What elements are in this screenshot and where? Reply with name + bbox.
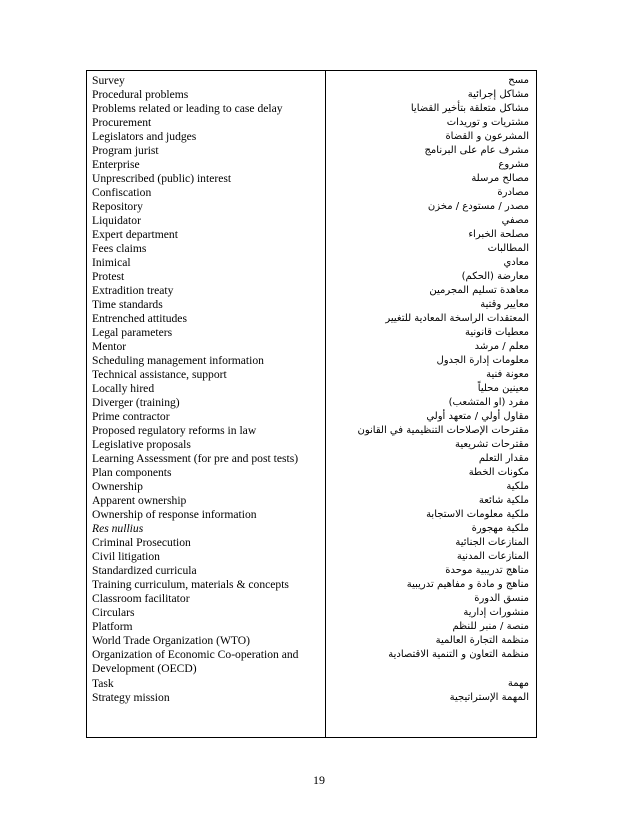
arabic-term: مشرف عام على البرنامج bbox=[424, 145, 529, 156]
english-term: Scheduling management information bbox=[92, 354, 264, 367]
arabic-term: مقترحات الإصلاحات التنظيمية في القانون bbox=[357, 425, 529, 436]
arabic-term: المعتقدات الراسخة المعادية للتغيير bbox=[385, 313, 529, 324]
arabic-term: معارضة (الحكم) bbox=[461, 271, 529, 282]
arabic-term: مشاكل متعلقة بتأخير القضايا bbox=[410, 103, 529, 114]
english-term: Enterprise bbox=[92, 158, 140, 171]
english-term: Legislative proposals bbox=[92, 438, 191, 451]
english-term: Liquidator bbox=[92, 214, 141, 227]
arabic-term: مشتريات و توريدات bbox=[446, 117, 529, 128]
english-term: World Trade Organization (WTO) bbox=[92, 634, 251, 647]
arabic-term: معينين محلياً bbox=[477, 383, 529, 394]
page-number: 19 bbox=[313, 773, 325, 787]
english-term: Circulars bbox=[92, 606, 135, 619]
arabic-term: منظمة التجارة العالمية bbox=[435, 635, 529, 646]
english-term: Entrenched attitudes bbox=[92, 312, 187, 325]
arabic-term: مناهج تدريبية موحدة bbox=[445, 565, 529, 576]
arabic-term: المشرعون و القضاة bbox=[445, 131, 529, 142]
english-term: Time standards bbox=[92, 298, 163, 311]
arabic-term: مهمة bbox=[507, 678, 529, 689]
english-term: Diverger (training) bbox=[92, 396, 180, 409]
english-term: Legislators and judges bbox=[92, 130, 197, 143]
english-term: Legal parameters bbox=[92, 326, 173, 339]
arabic-term: مشاكل إجرائية bbox=[467, 89, 529, 100]
arabic-term: مفرد (او المتشعب) bbox=[448, 397, 529, 408]
english-term: Procedural problems bbox=[92, 88, 189, 101]
arabic-term: مسح bbox=[508, 75, 529, 86]
english-term: Extradition treaty bbox=[92, 284, 174, 297]
english-term: Ownership bbox=[92, 480, 143, 493]
glossary-table bbox=[86, 70, 537, 738]
arabic-term: ملكية معلومات الاستجابة bbox=[426, 509, 529, 520]
arabic-term: منشورات إدارية bbox=[463, 607, 529, 618]
arabic-term: المنازعات الجنائية bbox=[455, 537, 529, 548]
english-term: Locally hired bbox=[92, 382, 155, 395]
english-term: Prime contractor bbox=[92, 410, 170, 423]
english-term: Procurement bbox=[92, 116, 152, 129]
english-term: Problems related or leading to case delay bbox=[92, 102, 283, 115]
arabic-term: معطيات قانونية bbox=[465, 327, 529, 338]
arabic-term: معونة فنية bbox=[486, 369, 529, 380]
english-term: Criminal Prosecution bbox=[92, 536, 191, 549]
english-term: Fees claims bbox=[92, 242, 147, 255]
arabic-term: منظمة التعاون و التنمية الاقتصادية bbox=[388, 649, 529, 660]
english-term: Protest bbox=[92, 270, 125, 283]
english-term: Technical assistance, support bbox=[92, 368, 227, 381]
arabic-term: مصالح مرسلة bbox=[471, 173, 529, 184]
english-term: Ownership of response information bbox=[92, 508, 257, 521]
english-term: Confiscation bbox=[92, 186, 152, 199]
english-term: Apparent ownership bbox=[92, 494, 187, 507]
english-term: Expert department bbox=[92, 228, 178, 241]
arabic-term: مصفي bbox=[501, 215, 529, 226]
arabic-term: معادي bbox=[503, 257, 529, 268]
arabic-term: معاهدة تسليم المجرمين bbox=[429, 285, 529, 296]
arabic-term: مقاول أولي / متعهد أولي bbox=[426, 411, 529, 422]
arabic-column bbox=[326, 71, 536, 737]
english-term: Plan components bbox=[92, 466, 172, 479]
english-term: Res nullius bbox=[92, 522, 144, 535]
arabic-term: ملكية bbox=[506, 481, 529, 492]
arabic-term: معلم / مرشد bbox=[474, 341, 529, 352]
english-term: Repository bbox=[92, 200, 143, 213]
arabic-term: المهمة الإستراتيجية bbox=[449, 692, 529, 703]
arabic-term: مصادرة bbox=[497, 187, 529, 198]
arabic-term: ملكية مهجورة bbox=[471, 523, 529, 534]
arabic-term: المطالبات bbox=[487, 243, 529, 254]
english-term: Platform bbox=[92, 620, 133, 633]
arabic-term: مصدر / مستودع / مخزن bbox=[427, 201, 529, 212]
arabic-term: مصلحة الخبراء bbox=[468, 229, 529, 240]
arabic-term: مناهج و مادة و مفاهيم تدريبية bbox=[406, 579, 529, 590]
english-term: Strategy mission bbox=[92, 691, 170, 704]
arabic-term: مكونات الخطة bbox=[468, 467, 529, 478]
arabic-term: معلومات إدارة الجدول bbox=[436, 355, 529, 366]
english-term: Task bbox=[92, 677, 114, 690]
english-term: Learning Assessment (for pre and post tests) bbox=[92, 452, 299, 465]
arabic-term: ملكية شائعة bbox=[478, 495, 529, 506]
english-term: Program jurist bbox=[92, 144, 159, 157]
arabic-term: مقترحات تشريعية bbox=[455, 439, 529, 450]
english-term: Unprescribed (public) interest bbox=[92, 172, 232, 185]
english-term: Civil litigation bbox=[92, 550, 160, 563]
arabic-term: منصة / منبر للنظم bbox=[452, 621, 529, 632]
arabic-term: مقدار التعلم bbox=[478, 453, 529, 464]
english-term: Proposed regulatory reforms in law bbox=[92, 424, 257, 437]
arabic-term: المنازعات المدنية bbox=[456, 551, 529, 562]
arabic-term: مشروع bbox=[498, 159, 529, 170]
english-term: Organization of Economic Co-operation and Development (OECD) bbox=[92, 648, 299, 676]
english-term: Training curriculum, materials & concepts bbox=[92, 578, 289, 591]
english-column bbox=[87, 71, 326, 737]
english-term: Classroom facilitator bbox=[92, 592, 190, 605]
english-term: Survey bbox=[92, 74, 125, 87]
english-term: Mentor bbox=[92, 340, 127, 353]
english-term: Standardized curricula bbox=[92, 564, 197, 577]
arabic-term: معايير وقتية bbox=[480, 299, 529, 310]
english-term: Inimical bbox=[92, 256, 131, 269]
arabic-term: منسق الدورة bbox=[474, 593, 529, 604]
